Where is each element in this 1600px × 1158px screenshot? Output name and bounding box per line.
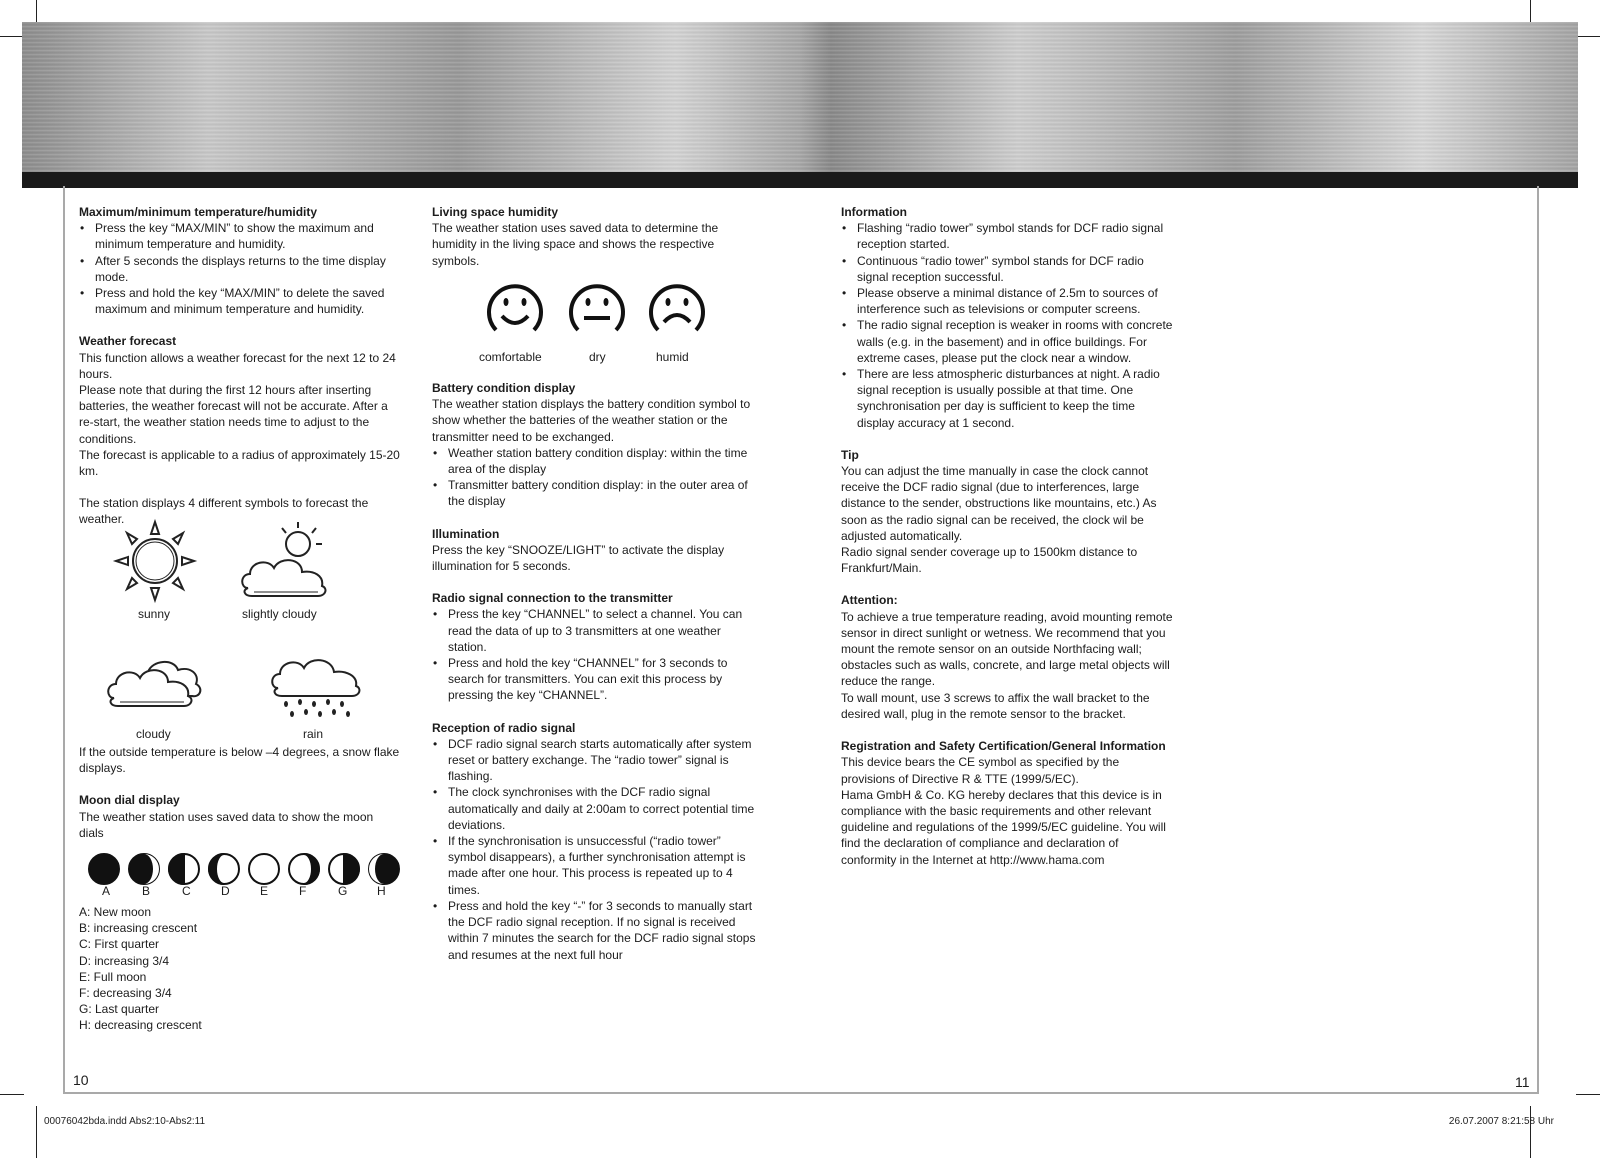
legend-item: H: decreasing crescent — [79, 1018, 202, 1033]
crop-mark — [1530, 1106, 1531, 1158]
list-item: • The clock synchronises with the DCF radio signal automatically and daily at 2:00am to correct potential time deviations. — [432, 784, 762, 833]
section-heading: Maximum/minimum temperature/humidity — [79, 205, 318, 219]
page-number-left: 10 — [73, 1072, 89, 1088]
moon-icon — [289, 854, 319, 884]
weather-label: slightly cloudy — [242, 607, 317, 621]
humidity-label: humid — [656, 350, 689, 364]
moon-icon — [89, 854, 119, 884]
footer-timestamp: 26.07.2007 8:21:58 Uhr — [1448, 1116, 1554, 1127]
legend-item: C: First quarter — [79, 937, 160, 952]
paragraph: The forecast is applicable to a radius of approximately 15-20 km. — [79, 447, 400, 479]
crop-mark — [1576, 36, 1600, 37]
moon-icon — [209, 854, 239, 884]
legend-item: B: increasing crescent — [79, 921, 198, 936]
paragraph: If the outside temperature is below –4 degrees, a snow flake displays. — [79, 745, 400, 776]
page-number-right: 11 — [1515, 1074, 1530, 1090]
paragraph: Radio signal sender coverage up to 1500km distance to Frankfurt/Main. — [841, 545, 1138, 576]
moon-icon — [329, 854, 359, 884]
list-item: • Weather station battery condition display: within the time area of the display — [432, 445, 762, 477]
section-heading: Illumination — [432, 526, 500, 541]
moon-letter: A — [102, 884, 111, 898]
moon-legend — [79, 904, 401, 1034]
moon-letter: D — [221, 884, 230, 898]
moon-phases-row — [86, 852, 404, 886]
legend-item: G: Last quarter — [79, 1002, 160, 1017]
list-item: • After 5 seconds the displays returns to the time display mode. — [79, 253, 401, 285]
paragraph: Please note that during the first 12 hours after inserting batteries, the weather forecast will not be accurate. After a re-start, the weather station needs time to adjust to the conditions. — [79, 383, 388, 446]
section-heading: Reception of radio signal — [432, 720, 576, 735]
section-heading: Weather forecast — [79, 334, 177, 349]
section-heading: Attention: — [841, 593, 898, 608]
crop-mark — [0, 1094, 24, 1095]
sun-icon — [108, 516, 202, 606]
list-item: • There are less atmospheric disturbances at night. A radio signal reception is usually possible at that time. One synchronisation per day is sufficient to keep the time display accuracy at 1 second. — [841, 366, 1173, 431]
humid-face-icon — [646, 278, 708, 340]
list-item: • If the synchronisation is unsuccessful (“radio tower” symbol disappears), a further synchronisation attempt is made after one hour. This process is repeated up to 4 times. — [432, 833, 762, 898]
section-heading: Moon dial display — [79, 793, 180, 808]
list-item: • Flashing “radio tower” symbol stands for DCF radio signal reception started. — [841, 220, 1173, 252]
bullet-list — [432, 736, 762, 963]
list-item: • Press and hold the key “MAX/MIN” to delete the saved maximum and minimum temperature and humidity. — [79, 285, 401, 317]
list-item: • DCF radio signal search starts automatically after system reset or battery exchange. The “radio tower” signal is flashing. — [432, 736, 762, 785]
bullet-list — [432, 606, 762, 703]
list-item: • Continuous “radio tower” symbol stands for DCF radio signal reception successful. — [841, 253, 1173, 285]
slightly-cloudy-icon — [238, 518, 342, 602]
list-item: • Press the key “CHANNEL” to select a channel. You can read the data of up to 3 transmitters at one weather station. — [432, 606, 762, 655]
section-heading: Tip — [841, 447, 859, 462]
humidity-label: dry — [589, 350, 606, 364]
section-heading: Information — [841, 205, 907, 219]
paragraph: Hama GmbH & Co. KG hereby declares that this device is in compliance with the basic requirements and other relevant guideline and regulations of the 1999/5/EC guideline. You will find the declaration of compliance and declaration of conformity in the Internet at http://www.hama.com — [841, 787, 1166, 867]
section-heading: Radio signal connection to the transmitter — [432, 591, 673, 606]
list-item: • Please observe a minimal distance of 2.5m to sources of interference such as televisions or computer screens. — [841, 285, 1173, 317]
cloudy-icon — [104, 652, 208, 714]
weather-label: sunny — [138, 607, 171, 621]
list-item: • Transmitter battery condition display: in the outer area of the display — [432, 477, 762, 509]
crop-mark — [36, 1106, 37, 1158]
bullet-list — [841, 220, 1173, 431]
moon-icon — [129, 854, 159, 884]
moon-letter: E — [260, 884, 269, 898]
brushed-metal-header — [22, 22, 1578, 172]
list-item: • Press and hold the key “CHANNEL” for 3 seconds to search for transmitters. You can exit this process by pressing the key “CHANNEL”. — [432, 655, 762, 704]
moon-letter: C — [182, 884, 191, 898]
comfortable-face-icon — [484, 278, 546, 340]
paragraph: This function allows a weather forecast for the next 12 to 24 hours. — [79, 350, 396, 381]
section-heading: Battery condition display — [432, 381, 576, 395]
paragraph: The weather station uses saved data to determine the humidity in the living space and shows the respective symbols. — [432, 221, 719, 268]
crop-mark — [1530, 0, 1531, 24]
legend-item: A: New moon — [79, 905, 152, 919]
section-heading: Living space humidity — [432, 205, 559, 219]
legend-item: D: increasing 3/4 — [79, 953, 170, 968]
column-left-lower — [79, 744, 401, 841]
moon-letter: H — [377, 884, 386, 898]
paragraph: The station displays 4 different symbols to forecast the weather. — [79, 496, 369, 527]
list-item: • Press the key “MAX/MIN” to show the maximum and minimum temperature and humidity. — [79, 220, 401, 252]
moon-letter: B — [142, 884, 151, 898]
footer-file-info: 00076042bda.indd Abs2:10-Abs2:11 — [44, 1116, 206, 1127]
paragraph: Press the key “SNOOZE/LIGHT” to activate the display illumination for 5 seconds. — [432, 542, 725, 574]
crop-mark — [0, 36, 24, 37]
humidity-label: comfortable — [479, 350, 542, 364]
column-middle-lower — [432, 380, 762, 963]
crop-mark — [1576, 1094, 1600, 1095]
paragraph: The weather station displays the battery condition symbol to show whether the batteries of the weather station or the transmitter need to be exchanged. — [432, 397, 751, 444]
column-middle — [432, 204, 762, 269]
moon-icon — [169, 854, 199, 884]
paragraph: This device bears the CE symbol as specified by the provisions of Directive R & TTE (1999/5/EC). — [841, 755, 1120, 786]
paragraph: To wall mount, use 3 screws to affix the wall bracket to the desired wall, plug in the remote sensor to the bracket. — [841, 690, 1150, 721]
weather-label: rain — [303, 727, 324, 741]
column-right — [841, 204, 1173, 868]
legend-item: E: Full moon — [79, 969, 147, 984]
moon-letter: G — [338, 884, 348, 898]
moon-letter: F — [299, 884, 307, 898]
paragraph: The weather station uses saved data to show the moon dials — [79, 809, 374, 840]
moon-icon — [369, 854, 399, 884]
moon-icon — [249, 854, 279, 884]
paragraph: To achieve a true temperature reading, avoid mounting remote sensor in direct sunlight or wetness. We recommend that you mount the remote sensor on an outside Northfacing wall; obstacles such as walls, concrete, and large metal objects will reduce the range. — [841, 609, 1173, 689]
weather-label: cloudy — [136, 727, 171, 741]
bullet-list — [79, 220, 401, 317]
rain-icon — [268, 652, 364, 722]
legend-item: F: decreasing 3/4 — [79, 986, 172, 1001]
list-item: • Press and hold the key “-” for 3 seconds to manually start the DCF radio signal reception. If no signal is received within 7 minutes the search for the DCF radio signal stops and resumes at the next full hour — [432, 898, 762, 963]
dry-face-icon — [566, 278, 628, 340]
column-left — [79, 204, 401, 528]
crop-mark — [36, 0, 37, 24]
bullet-list — [432, 445, 762, 510]
section-heading: Registration and Safety Certification/General Information — [841, 739, 1166, 754]
paragraph: You can adjust the time manually in case the clock cannot receive the DCF radio signal (due to interferences, large distance to the sender, obstructions like mountains, etc.) As soon as the radio signal can be received, the clock wil be adjusted automatically. — [841, 464, 1157, 543]
list-item: • The radio signal reception is weaker in rooms with concrete walls (e.g. in the basement) and in office buildings. For extreme cases, please put the clock near a window. — [841, 317, 1173, 366]
